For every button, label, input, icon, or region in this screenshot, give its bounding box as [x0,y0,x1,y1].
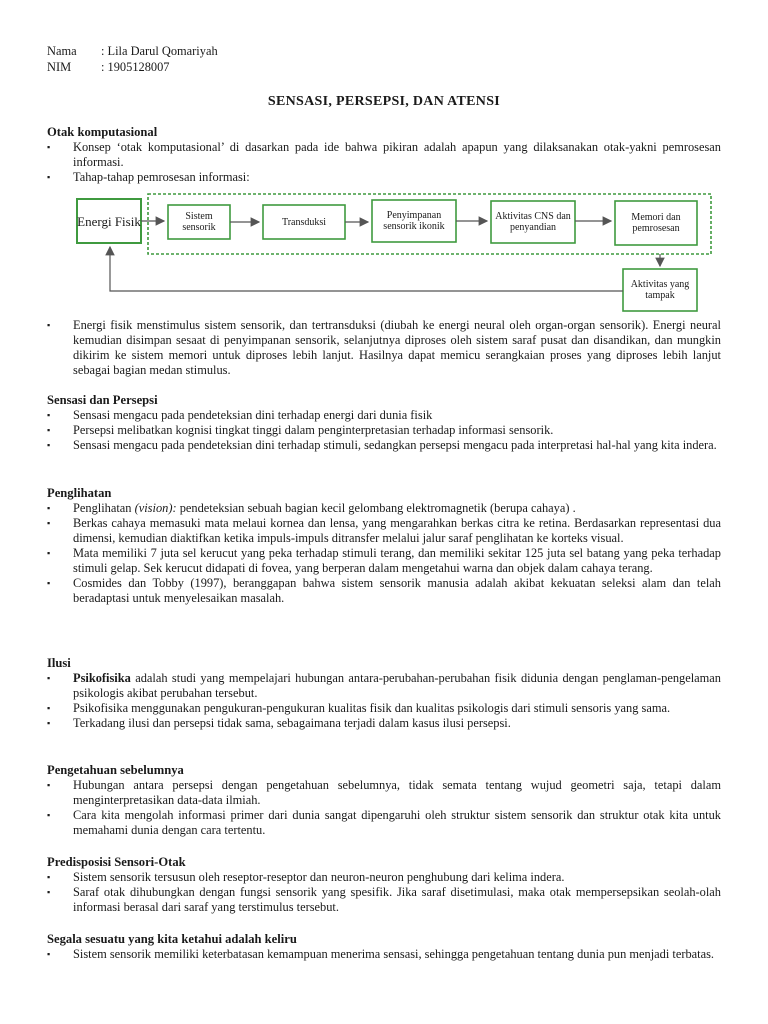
document-title: SENSASI, PERSEPSI, DAN ATENSI [267,94,501,109]
section-heading: Penglihatan [47,486,112,500]
bullet-list [47,947,721,962]
list-item: ▪ Sensasi mengacu pada pendeteksian dini terhadap stimuli, sedangkan persepsi mengacu pada interpretasi hal-hal yang kita indera. [47,438,717,452]
section-segala-sesuatu [47,932,721,962]
label-sistem-sensorik: Sistem sensorik [182,211,216,233]
section-heading: Predisposisi Sensori-Otak [47,855,186,869]
bullet-icon: ▪ [47,578,51,588]
section-predisposisi [47,855,721,915]
bullet-list [47,870,721,915]
bullet-icon: ▪ [47,142,51,152]
section-otak-komputasional [47,125,721,185]
bullet-icon: ▪ [47,172,51,182]
bullet-list [47,318,721,378]
section-otak-continued [47,318,721,378]
label-aktivitas-tampak: Aktivitas yang tampak [630,279,690,301]
section-heading: Pengetahuan sebelumnya [47,763,184,777]
bullet-icon: ▪ [47,810,51,820]
bullet-icon: ▪ [47,425,51,435]
bullet-icon: ▪ [47,410,51,420]
bullet-icon: ▪ [47,780,51,790]
section-pengetahuan-sebelumnya [47,763,721,838]
nama-value: : Lila Darul Qomariyah [101,44,218,58]
nim-row [47,60,218,76]
bullet-icon: ▪ [47,503,51,513]
label-memori: Memori dan pemrosesan [631,212,681,234]
bullet-icon: ▪ [47,518,51,528]
nim-label: NIM [47,60,72,74]
psikofisika-term: Psikofisika [73,671,131,685]
bullet-icon: ▪ [47,320,51,330]
list-item: ▪ Hubungan antara persepsi dengan pengetahuan sebelumnya, tidak semata tentang wujud geometri saja, tetapi dalam menginterpretasikan data-data ilmiah. [47,778,721,807]
nim-value: : 1905128007 [101,60,170,74]
bullet-list [47,778,721,838]
list-item: ▪ Sistem sensorik memiliki keterbatasan kemampuan menerima sensasi, sehingga pengetahuan tentang dunia pun menjadi terbatas. [47,947,715,961]
section-heading: Ilusi [47,656,71,670]
label-aktivitas-cns: Aktivitas CNS dan penyandian [495,211,571,233]
nama-label: Nama [47,44,77,58]
label-energi-fisik: Energi Fisik [77,213,141,229]
list-item: ▪ Persepsi melibatkan kognisi tingkat tinggi dalam penginterpretasian terhadap informasi sensorik. [47,423,554,437]
student-identity [47,44,218,76]
section-heading: Otak komputasional [47,125,158,139]
list-item: ▪ Tahap-tahap pemrosesan informasi: [47,170,250,184]
list-item: ▪ Psikofisika adalah studi yang mempelajari hubungan antara-perubahan-perubahan fisik didunia dengan penglaman-pengelaman psikologis akibat perubahan tersebut. [47,671,721,700]
section-ilusi [47,656,721,731]
section-sensasi-persepsi [47,393,721,453]
bullet-list [47,408,721,453]
list-item: ▪ Psikofisika menggunakan pengukuran-pengukuran kualitas fisik dan kualitas psikologis dari stimuli sensoris yang sama. [47,701,671,715]
section-heading: Segala sesuatu yang kita ketahui adalah keliru [47,932,297,946]
list-item: ▪ Konsep ‘otak komputasional’ di dasarkan pada ide bahwa pikiran adalah apapun yang dilaksanakan otak-yakni pemrosesan informasi. [47,140,721,169]
section-heading: Sensasi dan Persepsi [47,393,158,407]
list-item: ▪ Berkas cahaya memasuki mata melaui kornea dan lensa, yang mengarahkan berkas citra ke retina. Berdasarkan representasi dua dimensi, kemudian diaktifkan ketika impuls-impuls ditransfer melalui jalur saraf penglihatan ke korteks visual. [47,516,721,545]
bullet-icon: ▪ [47,872,51,882]
vision-term: (vision): [134,501,177,515]
list-item: ▪ Penglihatan (vision): pendeteksian sebuah bagian kecil gelombang elektromagnetik (berupa cahaya) . [47,501,576,515]
bullet-icon: ▪ [47,949,51,959]
processing-stages-diagram [74,191,714,316]
list-item: ▪ Sistem sensorik tersusun oleh reseptor-reseptor dan neuron-neuron penghubung dari kelima indera. [47,870,565,884]
bullet-icon: ▪ [47,887,51,897]
bullet-list [47,140,721,185]
bullet-icon: ▪ [47,548,51,558]
bullet-list [47,671,721,731]
bullet-icon: ▪ [47,440,51,450]
nama-row [47,44,218,60]
list-item: ▪ Cosmides dan Tobby (1997), beranggapan bahwa sistem sensorik manusia adalah akibat kekuatan seleksi alam dan telah beradaptasi untuk menyelesaikan masalah. [47,576,721,605]
list-item: ▪ Saraf otak dihubungkan dengan fungsi sensorik yang spesifik. Jika saraf disetimulasi, maka otak mempersepsikan seolah-olah informasi berasal dari saraf yang terstimulus tersebut. [47,885,721,914]
bullet-icon: ▪ [47,703,51,713]
label-penyimpanan: Penyimpanan sensorik ikonik [383,210,445,232]
bullet-icon: ▪ [47,718,51,728]
bullet-list [47,501,721,606]
list-item: ▪ Energi fisik menstimulus sistem sensorik, dan tertransduksi (diubah ke energi neural oleh organ-organ sensorik). Energi neural kemudian disimpan sesaat di penyimpanan sensorik, selanjutnya diproses oleh sistem saraf pusat dan disandikan, dan mungkin dikirim ke sistem memori untuk diproses lebih lanjut. Hasilnya dapat memicu serangkaian proses yang diproses lebih lanjut sebagai bagian medan stimulus. [47,318,721,377]
list-item: ▪ Terkadang ilusi dan persepsi tidak sama, sebagaimana terjadi dalam kasus ilusi persepsi. [47,716,511,730]
label-transduksi: Transduksi [281,216,327,228]
bullet-icon: ▪ [47,673,51,683]
list-item: ▪ Mata memiliki 7 juta sel kerucut yang peka terhadap stimuli terang, dan memiliki sekitar 125 juta sel batang yang peka terhadap stimuli gelap. Sek kerucut didapati di fovea, yang berperan dalam mengetahui warna dan objek dalam cahaya terang. [47,546,721,575]
section-penglihatan [47,486,721,606]
list-item: ▪ Sensasi mengacu pada pendeteksian dini terhadap energi dari dunia fisik [47,408,433,422]
list-item: ▪ Cara kita mengolah informasi primer dari dunia sangat dipengaruhi oleh struktur sistem sensorik dan struktur otak kita untuk memahami dunia dengan cara tertentu. [47,808,721,837]
